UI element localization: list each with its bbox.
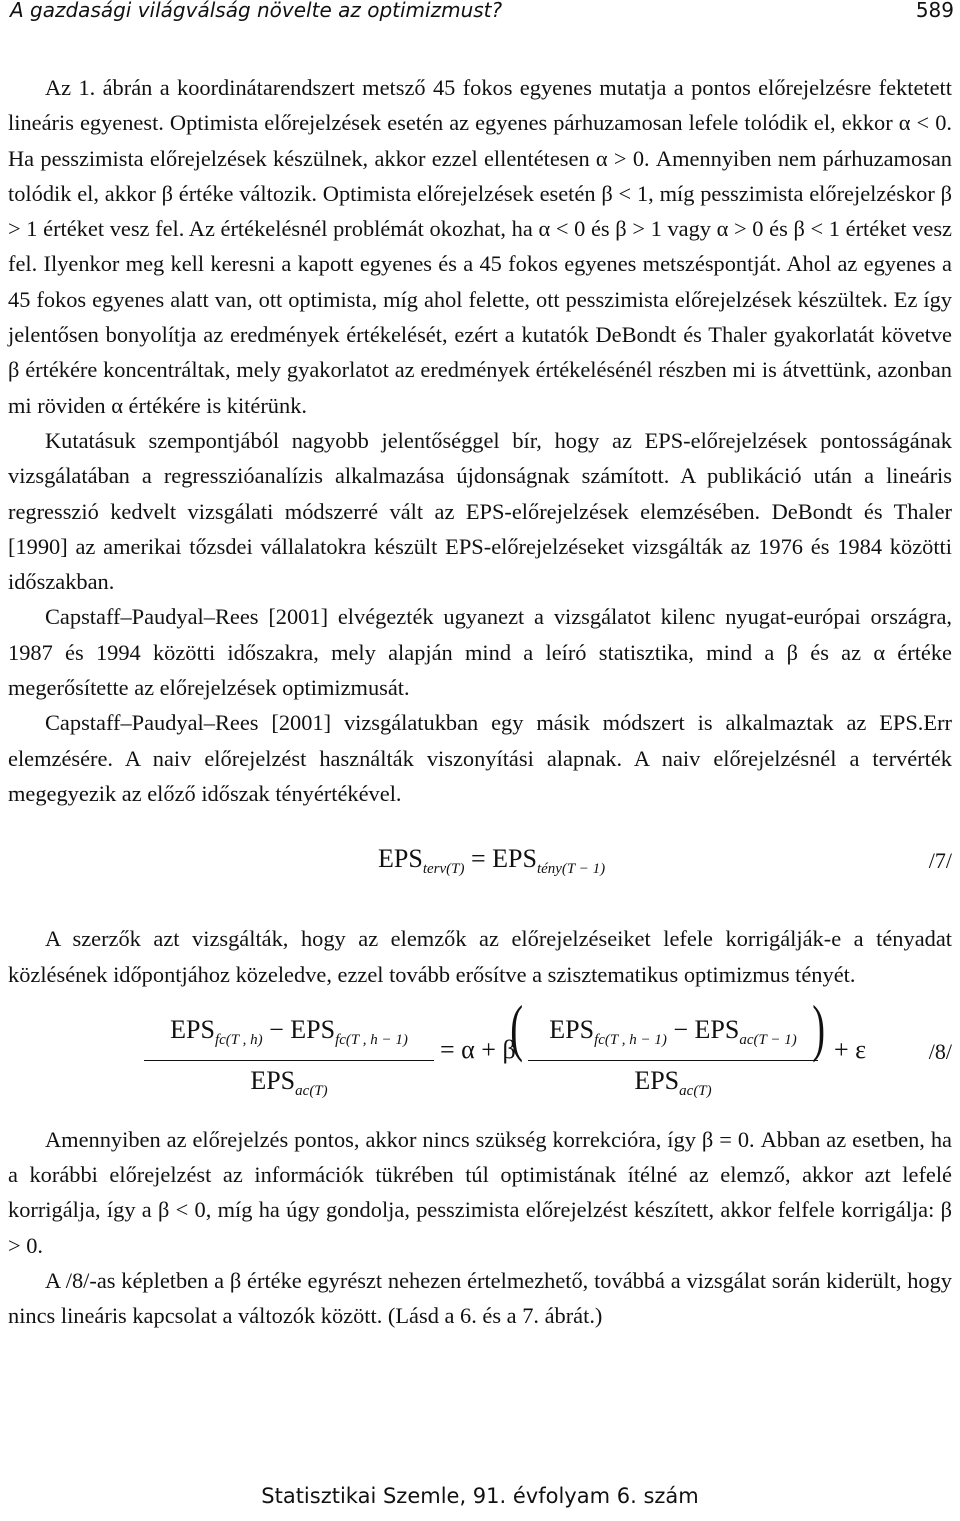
eq8-den2-sub: ac(T) <box>679 1083 712 1100</box>
eq7-equals: = <box>470 844 486 874</box>
paragraph-4: Capstaff–Paudyal–Rees [2001] vizsgálatukban egy másik módszert is alkalmaztak az EPS.Err elemzésére. A naiv előrejelzést használták viszonyítási alapnak. A naiv előrejelzésnél a tervérték megegyezik az előző időszak tényértékével. <box>8 710 952 806</box>
article-body <box>8 70 952 1334</box>
eq8-tail: + ε <box>834 1034 867 1064</box>
running-footer: Statisztikai Szemle, 91. évfolyam 6. szám <box>261 1484 699 1508</box>
paragraph-7: A /8/-as képletben a β értéke egyrészt nehezen értelmezhető, továbbá a vizsgálat során kiderült, hogy nincs lineáris kapcsolat a változók között. (Lásd a 6. és a 7. ábrát.) <box>8 1268 952 1329</box>
eq8-den: EPS <box>250 1066 296 1096</box>
eq8-right-paren: ) <box>812 991 826 1063</box>
eq8-num-left-sub: fc(T , h) <box>214 1032 263 1049</box>
eq7-rhs: EPS <box>492 844 537 874</box>
eq8-num-right-sub: fc(T , h − 1) <box>335 1032 408 1049</box>
eq8-fraction-bar-left <box>144 1060 434 1061</box>
eq8-num2-right-sub: ac(T − 1) <box>739 1032 797 1049</box>
eq8-den-sub: ac(T) <box>295 1083 328 1100</box>
eq8-number: /8/ <box>928 1038 952 1064</box>
paragraph-3: Capstaff–Paudyal–Rees [2001] elvégezték ugyanezt a vizsgálatot kilenc nyugat-európai országra, 1987 és 1994 közötti időszakra, mely alapján mind a leíró statisztika, mind a β és az α értéke megerősítette az előrejelzések optimizmusát. <box>8 604 952 701</box>
eq8-fraction-bar-right <box>528 1060 818 1061</box>
eq8-minus: − <box>269 1014 284 1044</box>
eq8-denominator-right <box>528 1063 818 1109</box>
eq8-num2-right: EPS <box>694 1014 740 1044</box>
eq8-num-right: EPS <box>290 1014 336 1044</box>
eq8-numerator-left <box>144 1012 434 1058</box>
eq8-den2: EPS <box>634 1066 680 1096</box>
eq7-lhs: EPS <box>378 844 423 874</box>
eq8-num2-left-sub: fc(T , h − 1) <box>594 1032 667 1049</box>
eq8-middle: = α + β <box>440 1034 516 1064</box>
eq8-fraction-right <box>528 1012 818 1110</box>
eq8-num-left: EPS <box>170 1014 215 1044</box>
paragraph-2: Kutatásuk szempontjából nagyobb jelentőséggel bír, hogy az EPS-előrejelzések pontosságának vizsgálatában a regresszióanalízis alkalmazása újdonságnak számított. A publikáció után a lineáris regresszió kedvelt vizsgálati módszerré vált az EPS-előrejelzések elemzésében. DeBondt és Thaler [1990] az amerikai tőzsdei vállalatokra készült EPS-előrejelzéseket vizsgálták az 1976 és 1984 közötti időszakban. <box>8 427 952 595</box>
eq8-denominator-left <box>144 1063 434 1109</box>
eq8-left-paren: ( <box>510 991 524 1063</box>
eq7-number: /7/ <box>928 848 952 874</box>
eq7-lhs-sub: terv(T) <box>422 861 465 878</box>
page-number: 589 <box>915 0 954 22</box>
eq8-numerator-right <box>528 1012 818 1058</box>
equation-8 <box>8 992 952 1122</box>
running-header-title: A gazdasági világválság növelte az optimizmust? <box>10 0 503 22</box>
eq8-fraction-left <box>144 1012 434 1110</box>
eq7-formula <box>378 841 605 887</box>
paragraph-6: Amennyiben az előrejelzés pontos, akkor nincs szükség korrekcióra, így β = 0. Abban az esetben, ha a korábbi előrejelzést az információk tükrében túl optimistának ítélné az elemző, akkor azt lefelé korrigálja, így a β < 0, míg ha úgy gondolja, pesszimista előrejelzést készített, akkor felfele korrigálja: β > 0. <box>8 1126 952 1258</box>
eq7-rhs-sub: tény(T − 1) <box>536 861 606 878</box>
equation-7 <box>8 811 952 921</box>
paragraph-1: Az 1. ábrán a koordinátarendszert metsző 45 fokos egyenes mutatja a pontos előrejelzésre fektetett lineáris egyenest. Optimista előrejelzések esetén az egyenes párhuzamosan lefele tolódik el, ekkor α < 0. Ha pesszimista előrejelzések készülnek, akkor ezzel ellentétesen α > 0. Amennyiben nem párhuzamosan tolódik el, akkor β értéke változik. Optimista előrejelzések esetén β < 1, míg pesszimista előrejelzéskor β > 1 értéket vesz fel. Az értékelésnél problémát okozhat, ha α < 0 és β > 1 vagy α > 0 és β < 1 értéket vesz fel. Ilyenkor meg kell keresni a kapott egyenes és a 45 fokos egyenes metszéspontját. Ahol az egyenes a 45 fokos egyenes alatt van, ott optimista, míg ahol felette, ott pesszimista előrejelzések készültek. Ez így jelentősen bonyolítja az eredmények értékelését, ezért a kutatók DeBondt és Thaler gyakorlatát követve β értékére koncentráltak, mely gyakorlatot az eredmények értékelésénél részben mi is átvettünk, azonban mi röviden α értékére is kitérünk. <box>8 75 952 418</box>
eq8-minus-2: − <box>673 1014 689 1044</box>
eq8-num2-left: EPS <box>549 1014 595 1044</box>
paragraph-5: A szerzők azt vizsgálták, hogy az elemzők az előrejelzéseiket lefele korrigálják-e a tényadat közlésének időpontjához közeledve, ezzel tovább erősítve a szisztematikus optimizmus tényét. <box>8 926 952 987</box>
